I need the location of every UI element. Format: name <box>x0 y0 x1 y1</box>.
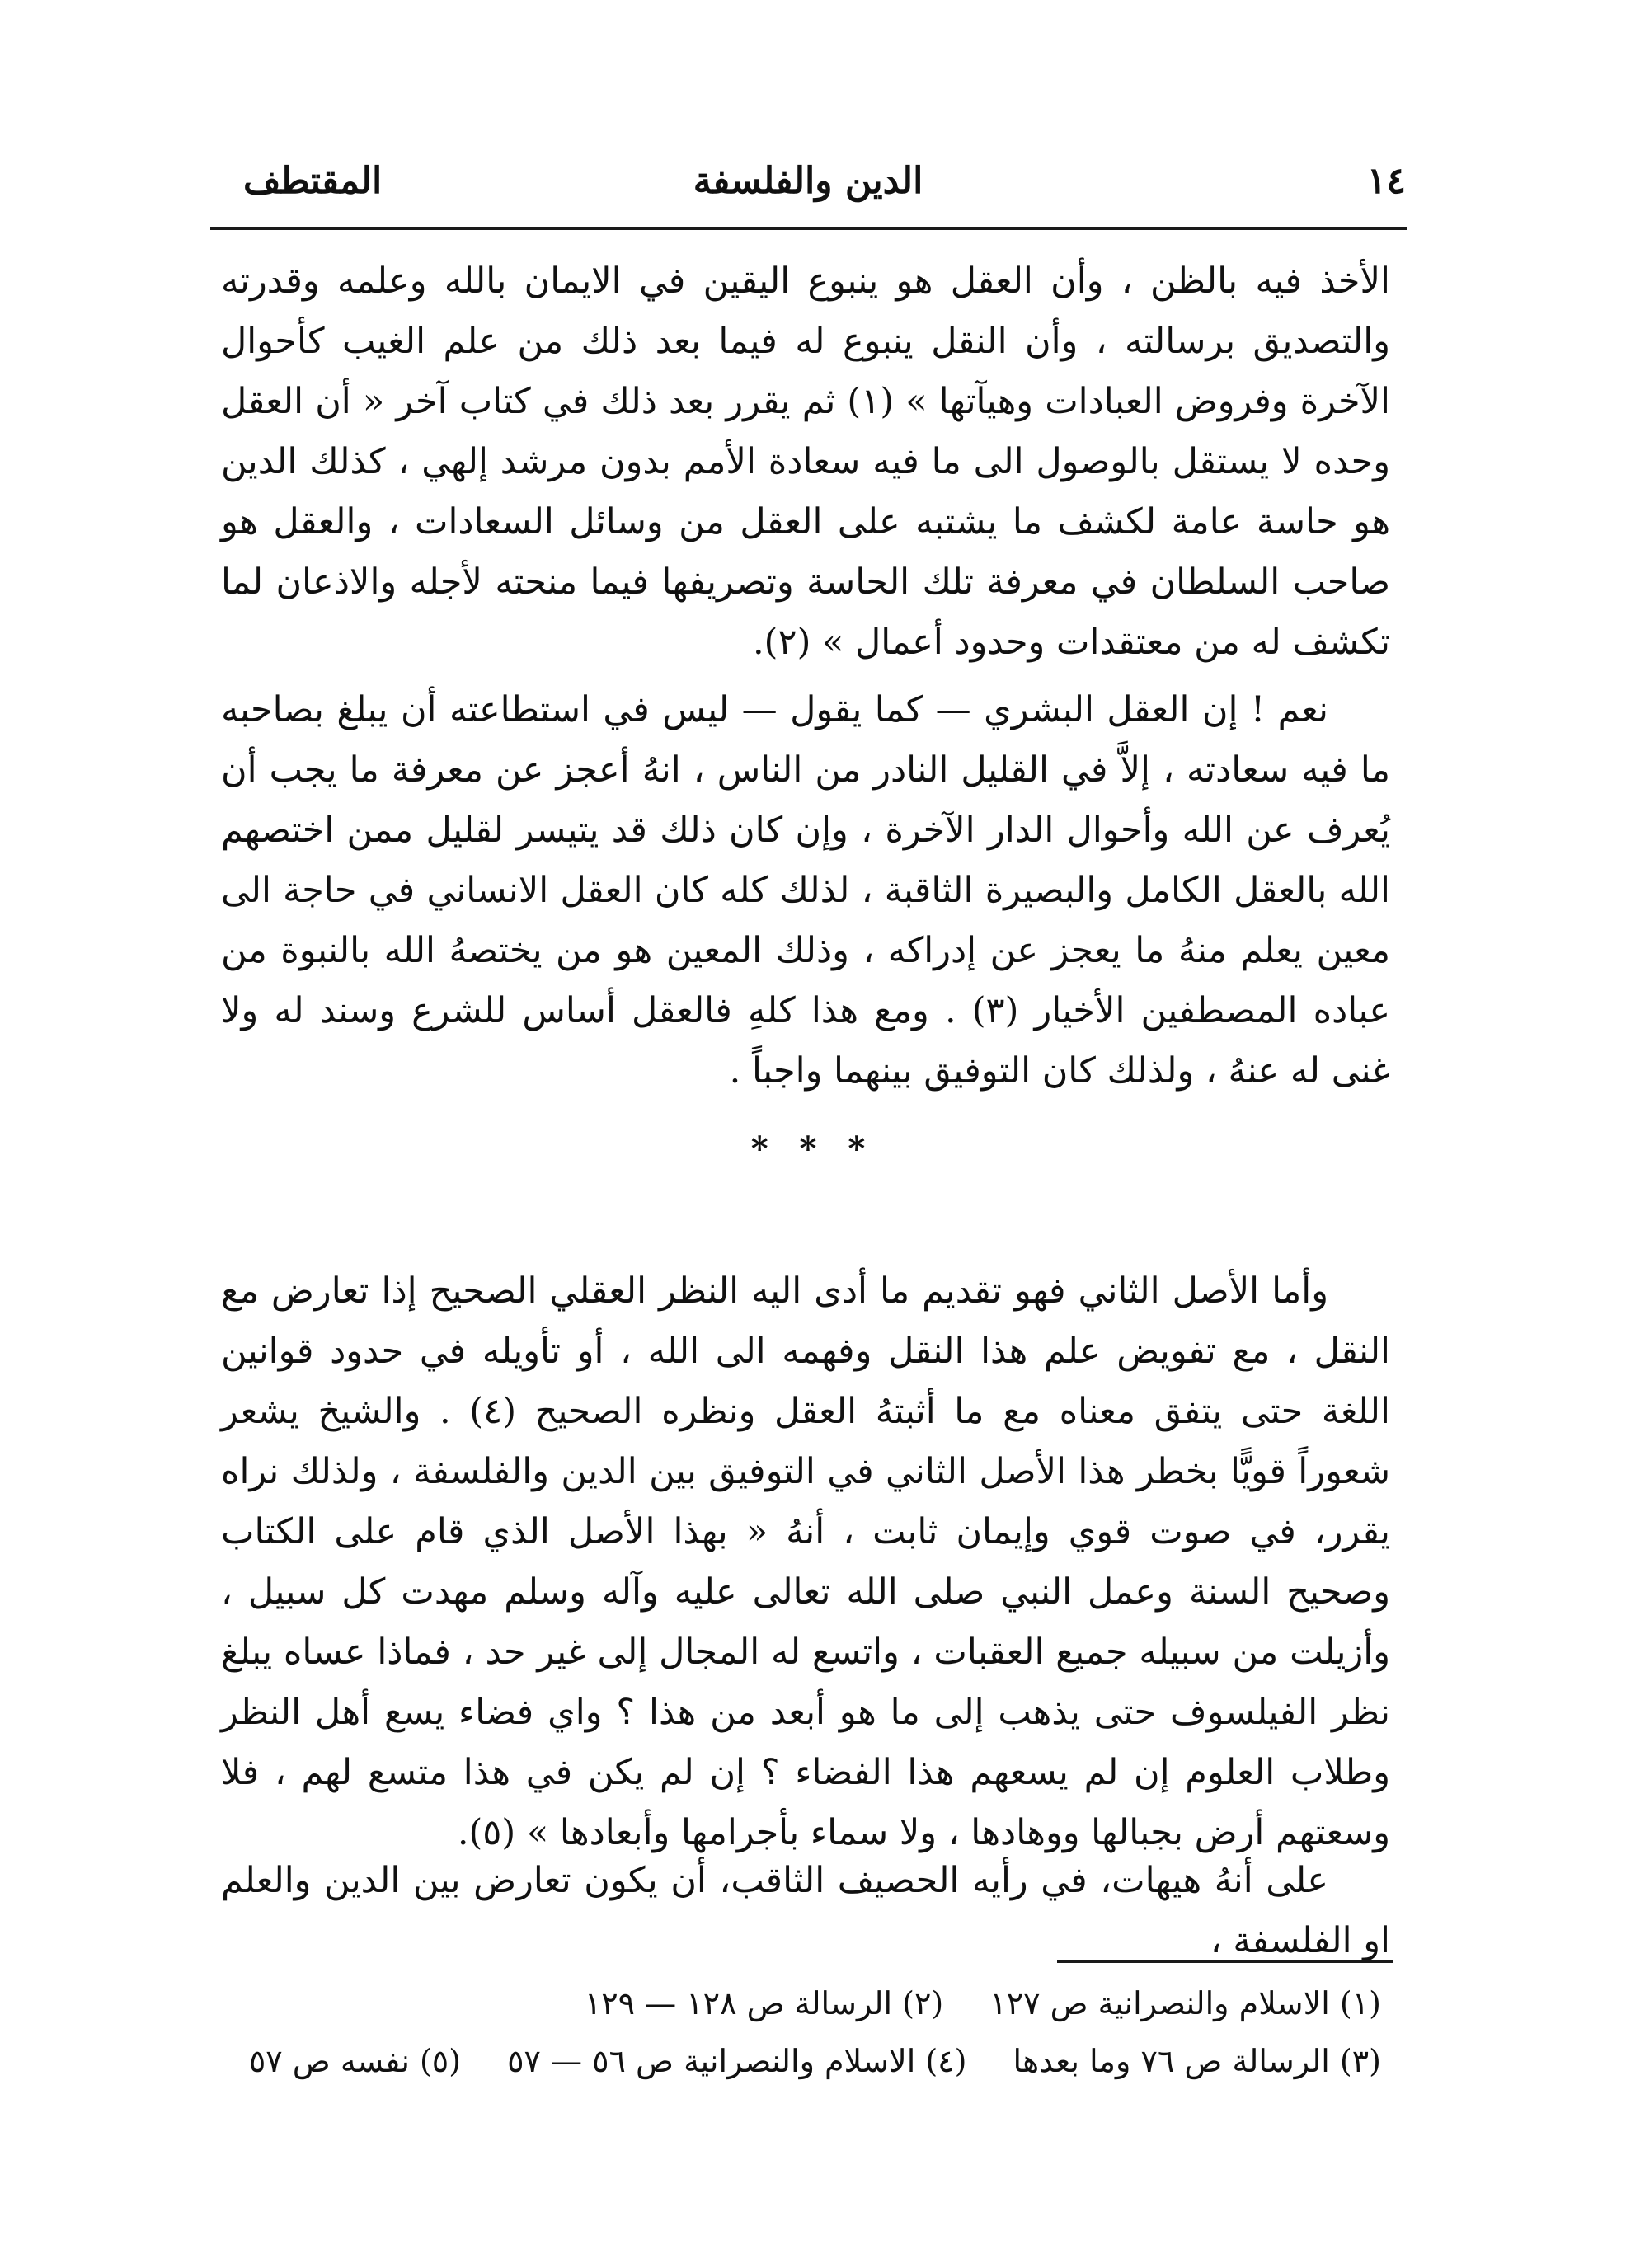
paragraph-1: الأخذ فيه بالظن ، وأن العقل هو ينبوع اليقين في الايمان بالله وعلمه وقدرته والتصديق برسالته ، وأن النقل ينبوع له فيما بعد ذلك من علم الغيب كأحوال الآخرة وفروض العبادات وهيآتها » (١) ثم يقرر بعد ذلك في كتاب آخر « أن العقل وحده لا يستقل بالوصول الى ما فيه سعادة الأمم بدون مرشد إلهي ، كذلك الدين هو حاسة عامة لكشف ما يشتبه على العقل من وسائل السعادات ، والعقل هو صاحب السلطان في معرفة تلك الحاسة وتصريفها فيما منحته لأجله والاذعان لما تكشف له من معتقدات وحدود أعمال » (٢). <box>221 261 1390 663</box>
section-separator: * * * <box>750 1129 876 1168</box>
footnote-3: (٣) الرسالة ص ٧٦ وما بعدها <box>1013 2043 1381 2079</box>
footnote-1: (١) الاسلام والنصرانية ص ١٢٧ <box>989 1985 1381 2021</box>
footnote-5: (٥) نفسه ص ٥٧ <box>248 2043 462 2079</box>
paragraph-2: نعم ! إن العقل البشري — كما يقول — ليس في استطاعته أن يبلغ بصاحبه ما فيه سعادته ، إلاَّ في القليل النادر من الناس ، انهُ أعجز عن معرفة ما يجب أن يُعرف عن الله وأحوال الدار الآخرة ، وإن كان ذلك قد يتيسر لقليل ممن اختصهم الله بالعقل الكامل والبصيرة الثاقبة ، لذلك كله كان العقل الانساني في حاجة الى معين يعلم منهُ ما يعجز عن إدراكه ، وذلك المعين هو من يختصهُ الله بالنبوة من عباده المصطفين الأخيار (٣) . ومع هذا كلهِ فالعقل أساس للشرع وسند له ولا غنى له عنهُ ، ولذلك كان التوفيق بينهما واجباً . <box>221 689 1390 1092</box>
footnote-2: (٢) الرسالة ص ١٢٨ — ١٢٩ <box>584 1985 944 2021</box>
footnote-line <box>210 2032 1381 2090</box>
footnote-line <box>210 1975 1381 2032</box>
page-number: ١٤ <box>1366 160 1406 202</box>
footnotes <box>210 1975 1381 2090</box>
page-header <box>210 148 1406 214</box>
running-title: الدين والفلسفة <box>693 160 923 202</box>
paragraph-3: وأما الأصل الثاني فهو تقديم ما أدى اليه النظر العقلي الصحيح إذا تعارض مع النقل ، مع تفويض علم هذا النقل وفهمه الى الله ، أو تأويله في حدود قوانين اللغة حتى يتفق معناه مع ما أثبتهُ العقل ونظره الصحيح (٤) . والشيخ يشعر شعوراً قويًّا بخطر هذا الأصل الثاني في التوفيق بين الدين والفلسفة ، ولذلك نراه يقرر، في صوت قوي وإيمان ثابت ، أنهُ « بهذا الأصل الذي قام على الكتاب وصحيح السنة وعمل النبي صلى الله تعالى عليه وآله وسلم مهدت كل سبيل ، وأزيلت من سبيله جميع العقبات ، واتسع له المجال إلى غير حد ، فماذا عساه يبلغ نظر الفيلسوف حتى يذهب إلى ما هو أبعد من هذا ؟ واي فضاء يسع أهل النظر وطلاب العلوم إن لم يسعهم هذا الفضاء ؟ إن لم يكن في هذا متسع لهم ، فلا وسعتهم أرض بجبالها ووهادها ، ولا سماء بأجرامها وأبعادها » (٥). <box>221 1270 1390 1853</box>
footnote-rule <box>1057 1960 1393 1963</box>
journal-name: المقتطف <box>243 160 383 202</box>
header-rule <box>210 227 1407 230</box>
footnote-4: (٤) الاسلام والنصرانية ص ٥٦ — ٥٧ <box>507 2043 967 2079</box>
paragraph-4: على أنهُ هيهات، في رأيه الحصيف الثاقب، أن يكون تعارض بين الدين والعلم او الفلسفة ، <box>221 1860 1390 1961</box>
